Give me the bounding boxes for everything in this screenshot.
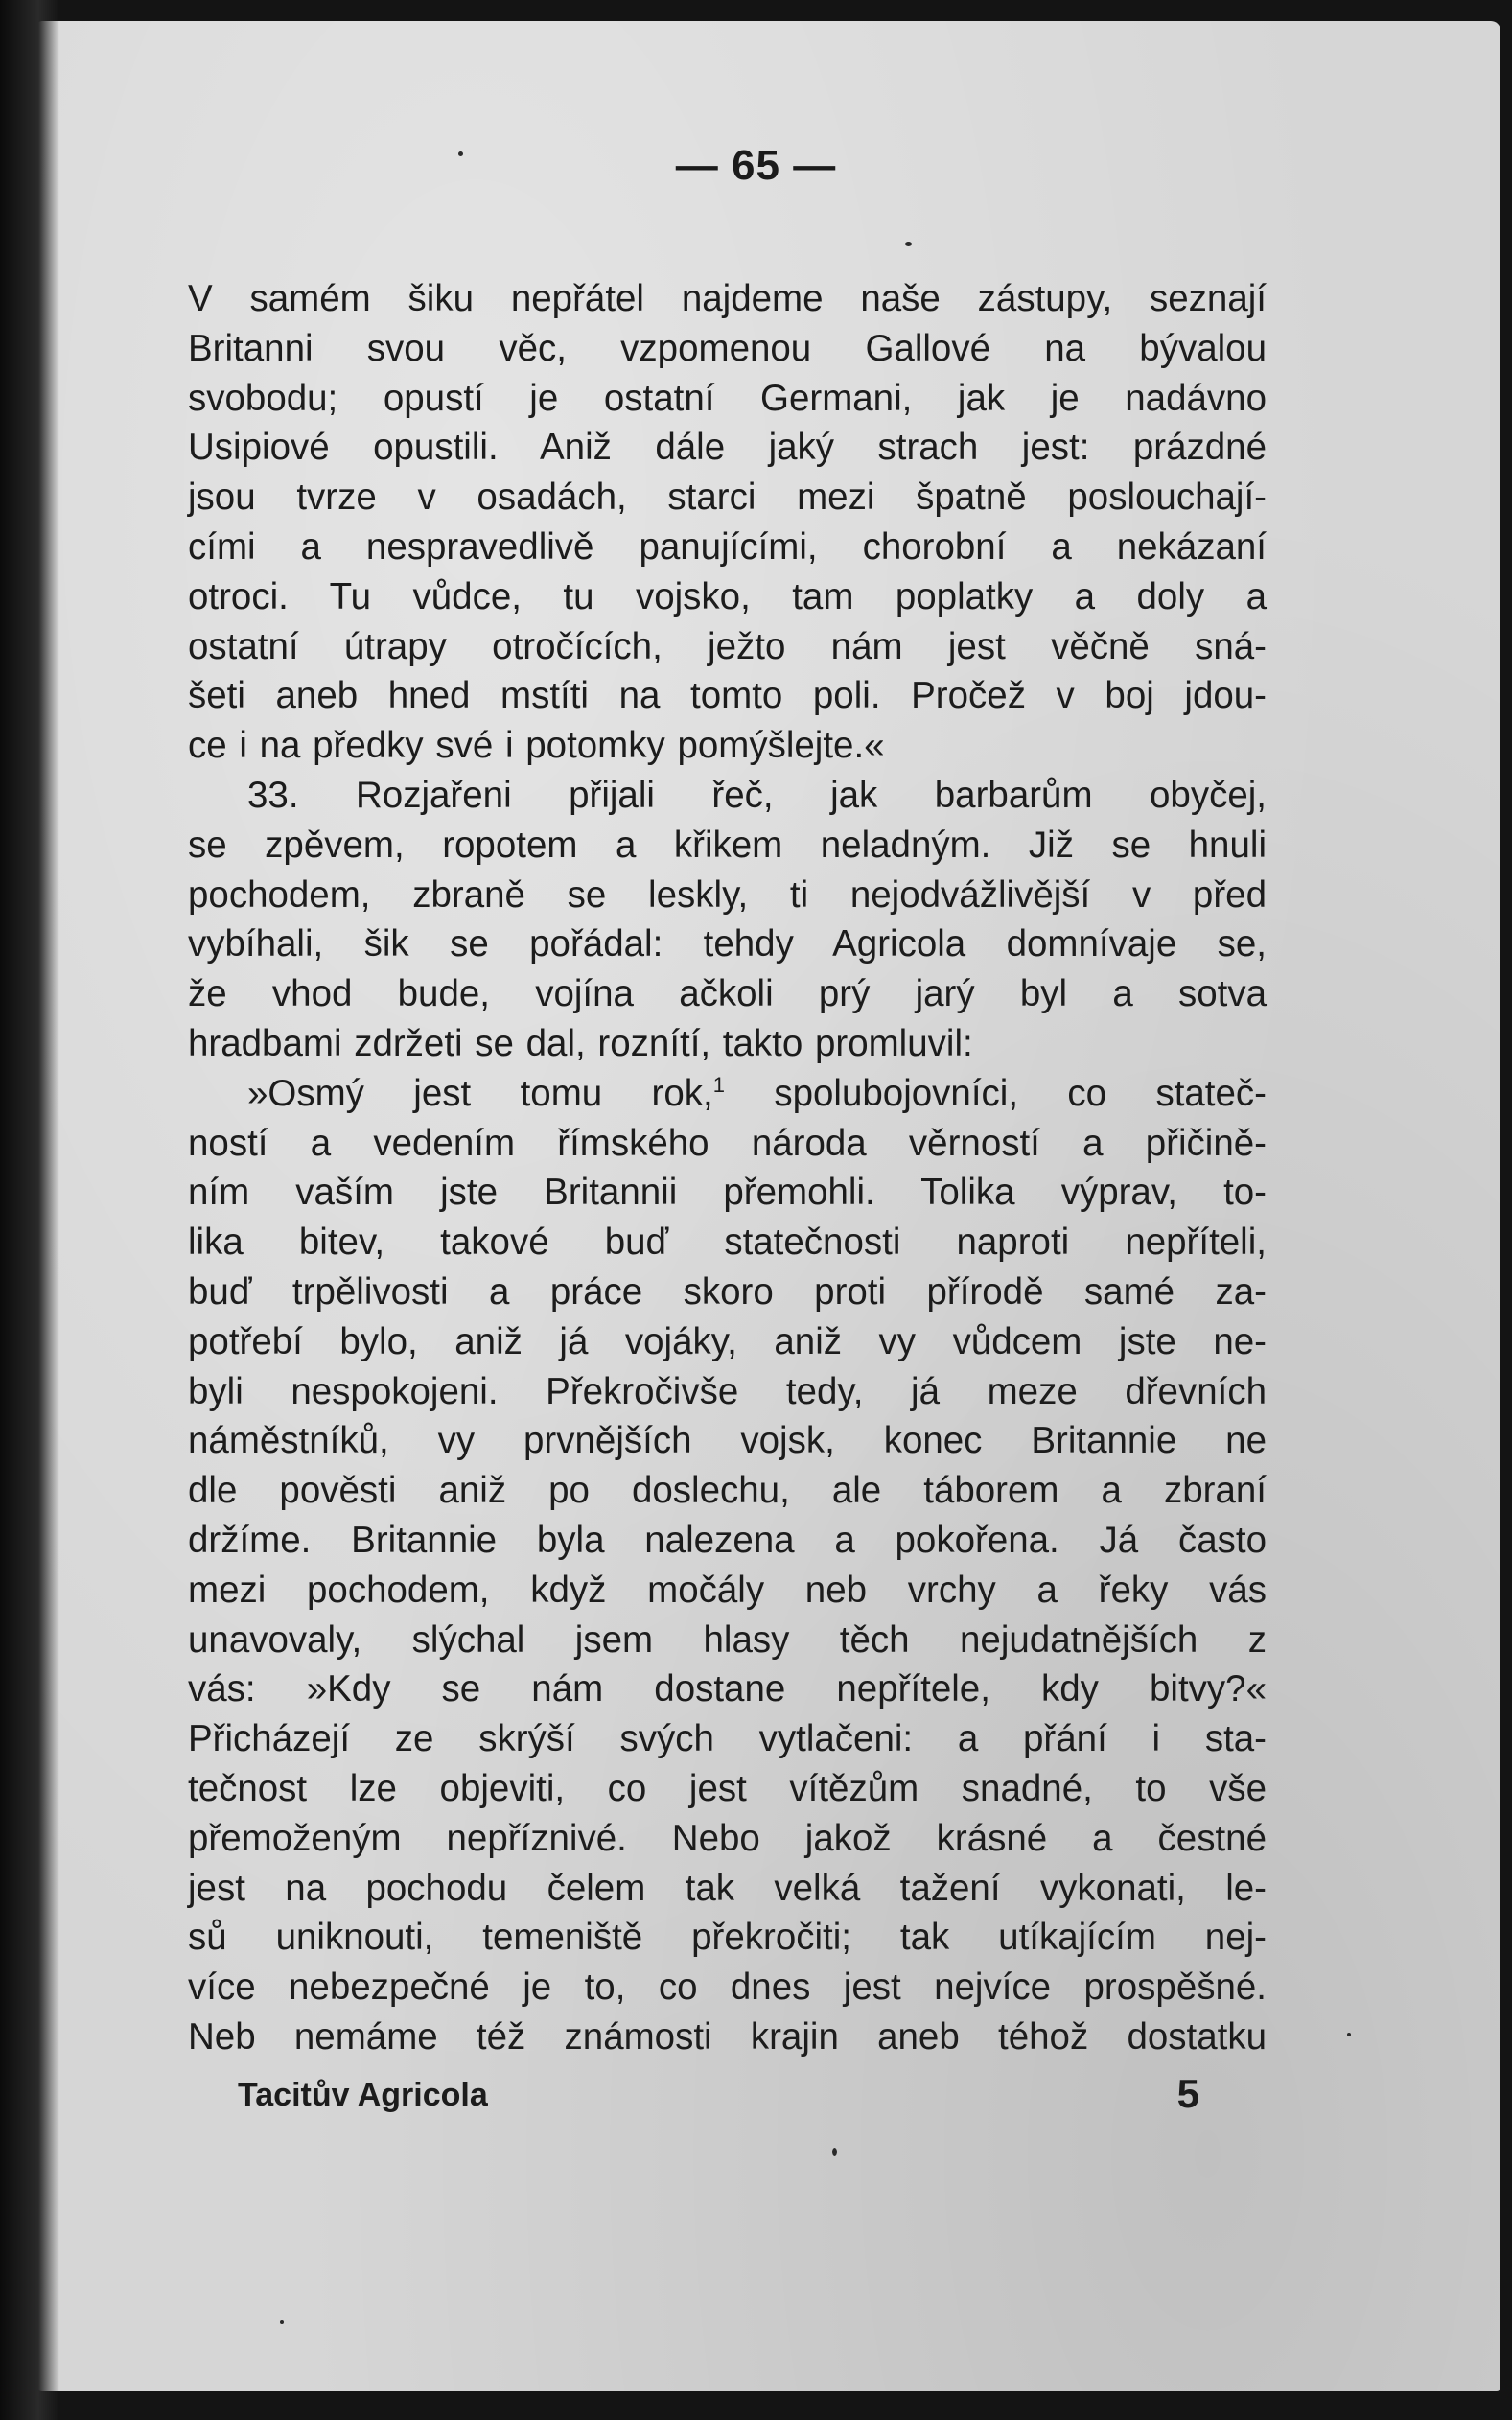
text-line	[188, 1516, 1267, 1566]
paper-speck	[832, 2148, 837, 2156]
text-line	[188, 1119, 1267, 1169]
text-line	[188, 1317, 1267, 1367]
text-line	[188, 1566, 1267, 1616]
text-line-content: sů uniknouti, temeniště překročiti; tak utíkajícím nej-	[188, 1917, 1267, 1959]
text-line-content: byli nespokojeni. Překročivše tedy, já meze dřevních	[188, 1370, 1267, 1412]
text-line	[188, 622, 1267, 672]
text-line-content: ním vaším jste Britannii přemohli. Tolika výprav, to-	[188, 1172, 1267, 1214]
text-line	[188, 1168, 1267, 1218]
text-line	[188, 919, 1267, 969]
text-line	[188, 1268, 1267, 1317]
text-line-content: pochodem, zbraně se leskly, ti nejodvážlivější v před	[188, 873, 1267, 916]
text-line	[188, 1764, 1267, 1814]
text-line-content: ce i na předky své i potomky pomýšlejte.«	[188, 725, 885, 767]
text-line	[188, 1714, 1267, 1764]
text-line	[188, 671, 1267, 721]
paper-speck	[1347, 2033, 1351, 2036]
text-line	[188, 572, 1267, 622]
text-line-content: hradbami zdržeti se dal, roznítí, takto promluvil:	[188, 1022, 973, 1064]
text-line	[188, 2013, 1267, 2062]
text-line	[188, 1814, 1267, 1864]
text-line-content: »Osmý jest tomu rok,	[247, 1072, 713, 1114]
text-line-content: jsou tvrze v osadách, starci mezi špatně poslouchají-	[188, 477, 1267, 519]
text-line-content: otroci. Tu vůdce, tu vojsko, tam poplatky a doly a	[188, 575, 1267, 617]
text-line	[188, 771, 1267, 821]
text-line-content: tečnost lze objeviti, co jest vítězům snadné, to vše	[188, 1767, 1267, 1809]
text-line	[188, 1913, 1267, 1963]
footnote-marker: 1	[712, 1072, 725, 1097]
text-line-content: cími a nespravedlivě panujícími, chorobní a nekázaní	[188, 525, 1267, 568]
text-line-content: náměstníků, vy prvnějších vojsk, konec Britannie ne	[188, 1420, 1267, 1462]
paper-speck	[280, 2320, 284, 2324]
text-line	[188, 969, 1267, 1019]
text-line	[188, 1367, 1267, 1417]
text-line	[188, 871, 1267, 920]
text-line-continuation: spolubojovníci, co stateč-	[724, 1072, 1267, 1114]
text-line	[188, 1466, 1267, 1516]
page-number-header: — 65 —	[675, 142, 837, 189]
text-line	[188, 523, 1267, 572]
text-line	[188, 1963, 1267, 2013]
text-line	[188, 1664, 1267, 1714]
text-line-content: svobodu; opustí je ostatní Germani, jak je nadávno	[188, 377, 1267, 419]
footer-signature-mark: 5	[1176, 2071, 1199, 2116]
text-line-content: se zpěvem, ropotem a křikem neladným. Již se hnuli	[188, 824, 1267, 866]
text-line	[188, 1069, 1267, 1119]
text-line-content: unavovaly, slýchal jsem hlasy těch nejudatnějších z	[188, 1618, 1267, 1661]
body-text	[188, 274, 1267, 2062]
text-line	[188, 374, 1267, 424]
text-line-content: Usipiové opustili. Aniž dále jaký strach jest: prázdné	[188, 427, 1267, 469]
text-line-content: lika bitev, takové buď statečnosti naproti nepříteli,	[188, 1222, 1267, 1264]
text-line-content: přemoženým nepříznivé. Nebo jakož krásné a čestné	[188, 1817, 1267, 1859]
text-line-content: že vhod bude, vojína ačkoli prý jarý byl a sotva	[188, 973, 1267, 1015]
footer-book-title: Tacitův Agricola	[238, 2077, 488, 2113]
text-line-content: mezi pochodem, když močály neb vrchy a řeky vás	[188, 1569, 1267, 1611]
text-line-content: držíme. Britannie byla nalezena a pokořena. Já často	[188, 1519, 1267, 1561]
text-line	[188, 1616, 1267, 1665]
text-line-content: jest na pochodu čelem tak velká tažení vykonati, le-	[188, 1867, 1267, 1909]
text-line-content: potřebí bylo, aniž já vojáky, aniž vy vůdcem jste ne-	[188, 1320, 1267, 1362]
text-line-content: ostatní útrapy otročících, ježto nám jest věčně sná-	[188, 625, 1267, 667]
text-line	[188, 324, 1267, 374]
text-line-content: Britanni svou věc, vzpomenou Gallové na bývalou	[188, 327, 1267, 369]
text-line	[188, 274, 1267, 324]
text-line	[188, 1864, 1267, 1914]
book-binding-edge	[0, 0, 59, 2420]
text-line-content: 33. Rozjařeni přijali řeč, jak barbarům obyčej,	[247, 774, 1267, 816]
text-line	[188, 1019, 1267, 1069]
text-line-content: V samém šiku nepřátel najdeme naše zástupy, seznají	[188, 278, 1267, 319]
text-line-content: vybíhali, šik se pořádal: tehdy Agricola domnívaje se,	[188, 923, 1267, 966]
text-line-content: Neb nemáme též známosti krajin aneb téhož dostatku	[188, 2015, 1267, 2058]
text-line-content: více nebezpečné je to, co dnes jest nejvíce prospěšné.	[188, 1966, 1267, 2009]
text-line-content: dle pověsti aniž po doslechu, ale táborem a zbraní	[188, 1470, 1267, 1512]
text-line-content: buď trpělivosti a práce skoro proti přírodě samé za-	[188, 1270, 1267, 1313]
text-line-content: šeti aneb hned mstíti na tomto poli. Pročež v boj jdou-	[188, 675, 1267, 717]
text-line-content: vás: »Kdy se nám dostane nepřítele, kdy bitvy?«	[188, 1668, 1267, 1710]
text-line	[188, 821, 1267, 871]
text-line	[188, 1416, 1267, 1466]
text-line	[188, 423, 1267, 473]
text-line	[188, 473, 1267, 523]
text-line-content: ností a vedením římského národa věrností a přičině-	[188, 1122, 1267, 1164]
text-line	[188, 721, 1267, 771]
paper-speck	[905, 242, 912, 246]
text-line-content: Přicházejí ze skrýší svých vytlačeni: a přání i sta-	[188, 1718, 1267, 1760]
text-line	[188, 1218, 1267, 1268]
paper-speck	[458, 151, 463, 156]
